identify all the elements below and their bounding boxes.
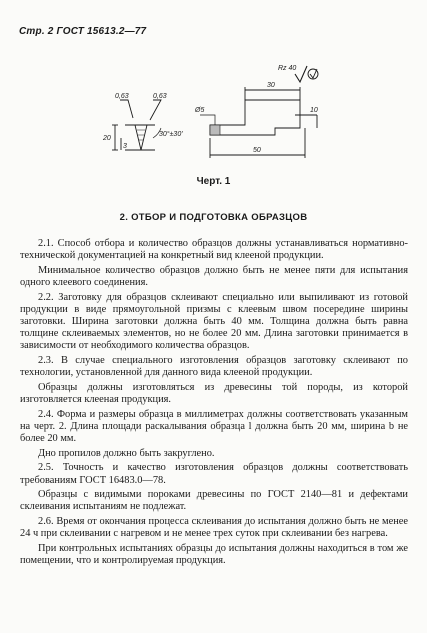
paragraph: Минимальное количество образцов должно быть не менее пяти для испытания одного клеевого соединения.	[20, 264, 408, 288]
paragraph: 2.6. Время от окончания процесса склеивания до испытания должно быть не менее 24 ч при склеивании с нагревом и не менее трех суток при склеивании без нагрева.	[20, 516, 408, 540]
paragraph: При контрольных испытаниях образцы до испытания должны находиться в том же помещении, что и контролируемая продукция.	[20, 543, 408, 567]
roughness-check-icon	[295, 66, 307, 82]
page-header: Стр. 2 ГОСТ 15613.2—77	[19, 26, 147, 37]
stepped-profile	[210, 100, 300, 135]
label-roughness-b: 0,63	[153, 93, 167, 100]
section-title: 2. ОТБОР И ПОДГОТОВКА ОБРАЗЦОВ	[119, 212, 308, 223]
technical-drawing	[95, 60, 335, 190]
label-top-30: 30	[267, 82, 275, 89]
paragraph: 2.5. Точность и качество изготовления образцов должны соответствовать требованиям ГОСТ 16483.0—78.	[20, 462, 408, 486]
label-dim-3: 3	[123, 143, 127, 150]
label-bottom-50: 50	[253, 147, 261, 154]
paragraph: Образцы должны изготовляться из древесины той породы, из которой изготовляется клееная продукция.	[20, 381, 408, 405]
paragraph: 2.2. Заготовку для образцов склеивают специально или выпиливают из готовой продукции в виде прямоугольной призмы с клеевым швом посередине ширины заготовки. Ширина заготовки должна быть 40 мм. Толщина должна быть равна толщине склеиваемых элементов, но не более 20 мм. Длина заготовки принимается в зависимости от необходимого количества образцов.	[20, 291, 408, 352]
label-height-20: 20	[103, 135, 111, 142]
label-dia-5: Ø5	[195, 107, 205, 114]
triangle-profile	[135, 125, 147, 150]
roughness-leader-a	[120, 100, 133, 118]
label-right-10: 10	[310, 107, 318, 114]
paragraph: Дно пропилов должно быть закруглено.	[38, 447, 215, 459]
figure-caption: Черт. 1	[196, 176, 231, 187]
label-angle: 30°±30′	[159, 131, 183, 138]
label-roughness-a: 0,63	[115, 93, 129, 100]
paragraph: 2.4. Форма и размеры образца в миллиметрах должны соответствовать указанным на черт. 2. Длина площади раскалывания образца l должна быть 20 мм, ширина b не более 20 мм.	[20, 408, 408, 444]
paragraph: Образцы с видимыми пороками древесины по ГОСТ 2140—81 и дефектами склеивания испытаниям не подлежат.	[20, 489, 408, 513]
label-roughness-main: Rz 40	[278, 65, 297, 72]
paragraph: 2.1. Способ отбора и количество образцов должны устанавливаться нормативно-технической документацией на конкретный вид клееной продукции.	[20, 238, 408, 262]
drawing-svg	[95, 60, 335, 190]
roughness-leader-b	[150, 100, 161, 120]
body-text	[20, 238, 408, 570]
paragraph: 2.3. В случае специального изготовления образцов заготовку склеивают по технологии, установленной для данного вида клееной продукции.	[20, 354, 408, 378]
